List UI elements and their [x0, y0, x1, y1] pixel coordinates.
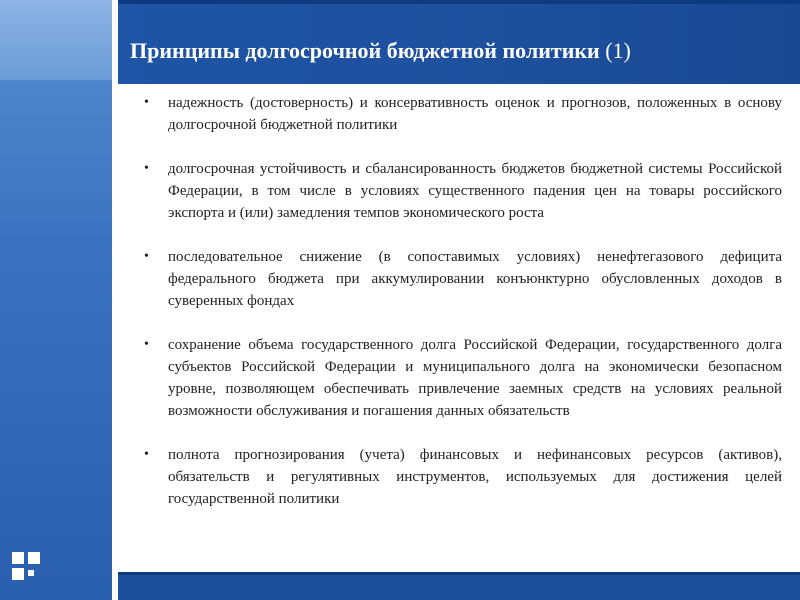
- bullet-text: полнота прогнозирования (учета) финансовых и нефинансовых ресурсов (активов), обязательств и регулятивных инструментов, используемых для достижения целей государственной политики: [168, 447, 782, 507]
- bullet-icon: •: [144, 161, 149, 176]
- panel-divider: [112, 0, 118, 600]
- bullet-text: последовательное снижение (в сопоставимых условиях) ненефтегазового дефицита федерального бюджета при аккумулировании конъюнктурно обусловленных доходов в суверенных фондах: [168, 249, 782, 309]
- bullet-text: сохранение объема государственного долга Российской Федерации, государственного долга субъектов Российской Федерации и муниципального долга на экономически безопасном уровне, позволяющем обеспечивать привлечение заемных средств на условиях реальной возможности обслуживания и погашения данных обязательств: [168, 337, 782, 419]
- squares-logo-icon: [12, 552, 52, 592]
- bullet-icon: •: [144, 95, 149, 110]
- bullet-text: долгосрочная устойчивость и сбалансированность бюджетов бюджетной системы Российской Федерации, в том числе в условиях существенного падения цен на товары российского экспорта и (или) замедления темпов экономического роста: [168, 161, 782, 221]
- bullet-icon: •: [144, 337, 149, 352]
- bullet-list: [142, 92, 782, 532]
- list-item: [142, 444, 782, 510]
- slide-title-text: Принципы долгосрочной бюджетной политики: [130, 38, 600, 63]
- bottom-bar: [118, 572, 800, 600]
- bullet-icon: •: [144, 447, 149, 462]
- left-panel-gloss: [0, 0, 112, 80]
- list-item: [142, 92, 782, 136]
- title-bar-stripe: [118, 0, 800, 4]
- slide-title: [130, 38, 790, 64]
- list-item: [142, 246, 782, 312]
- left-decorative-panel: [0, 0, 112, 600]
- list-item: [142, 158, 782, 224]
- list-item: [142, 334, 782, 422]
- slide-title-suffix: (1): [605, 38, 631, 63]
- bullet-text: надежность (достоверность) и консервативность оценок и прогнозов, положенных в основу долгосрочной бюджетной политики: [168, 95, 782, 133]
- bullet-icon: •: [144, 249, 149, 264]
- bottom-bar-stripe: [118, 572, 800, 575]
